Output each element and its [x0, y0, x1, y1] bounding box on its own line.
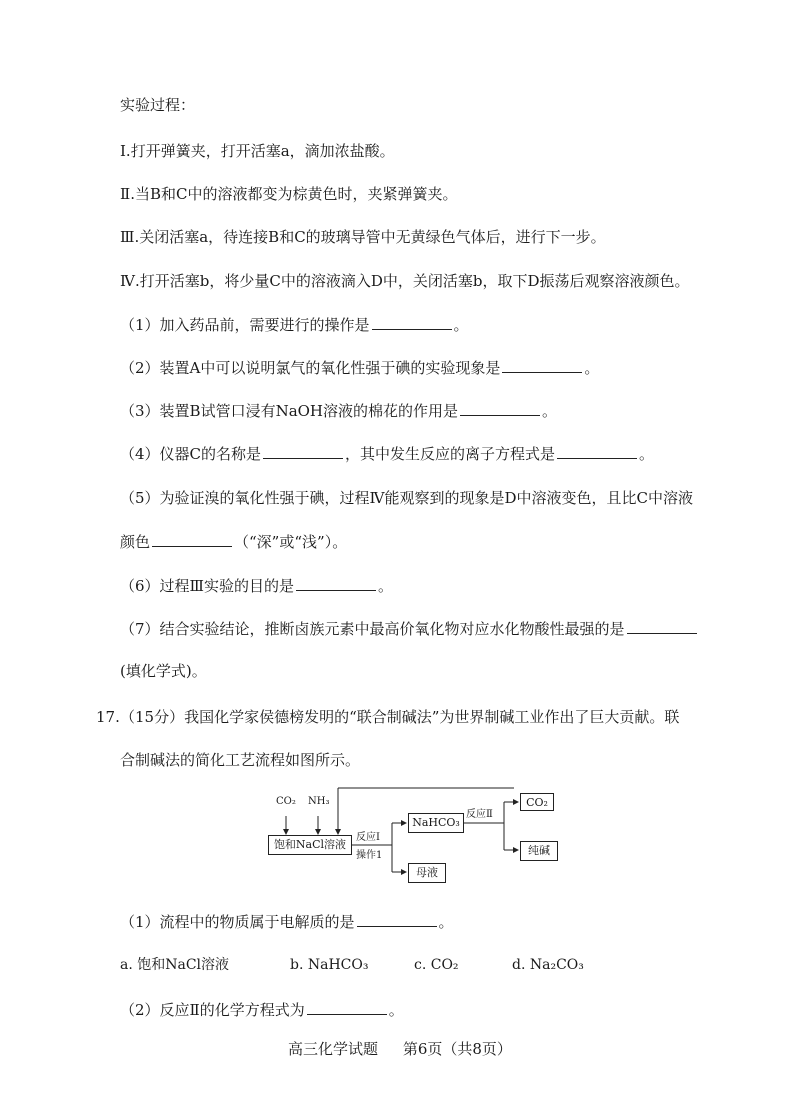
- page-number: 第6页（共8页）: [402, 1040, 512, 1058]
- q17-2-text: （2）反应Ⅱ的化学方程式为: [120, 1001, 305, 1019]
- operation-1-label: 操作1: [356, 850, 383, 861]
- q4-text: （4）仪器C的名称是: [120, 445, 262, 463]
- mother-liquor-box: 母液: [408, 863, 446, 883]
- process-flow-diagram: [268, 780, 568, 890]
- question-17-intro-2: 合制碱法的简化工艺流程如图所示。: [120, 751, 361, 769]
- question-16-5-line2: [120, 530, 740, 553]
- q6-end: 。: [378, 577, 394, 595]
- answer-blank[interactable]: [502, 356, 582, 373]
- q4-mid: ，其中发生反应的离子方程式是: [345, 445, 556, 463]
- question-16-5-line1: （5）为验证溴的氧化性强于碘，过程Ⅳ能观察到的现象是D中溶液变色，且比C中溶液: [120, 489, 694, 507]
- q1-end: 。: [453, 316, 469, 334]
- reaction-1-label: 反应Ⅰ: [356, 832, 380, 843]
- step-4: Ⅳ.打开活塞b，将少量C中的溶液滴入D中，关闭活塞b，取下D振荡后观察溶液颜色。: [120, 272, 690, 290]
- question-16-3: [120, 399, 740, 422]
- q1-text: （1）加入药品前，需要进行的操作是: [120, 316, 370, 334]
- question-16-6: [120, 574, 740, 597]
- question-16-1: [120, 313, 740, 336]
- q5-text: 颜色: [120, 533, 151, 551]
- section-header: 实验过程：: [120, 96, 196, 114]
- q17-2-end: 。: [388, 1001, 404, 1019]
- answer-blank[interactable]: [296, 574, 376, 591]
- co2-input-label: CO₂: [276, 796, 296, 807]
- step-3: Ⅲ.关闭活塞a，待连接B和C的玻璃导管中无黄绿色气体后，进行下一步。: [120, 228, 606, 246]
- q4-end: 。: [639, 445, 655, 463]
- q3-end: 。: [542, 402, 558, 420]
- nh3-input-label: NH₃: [308, 796, 330, 807]
- q7-text: （7）结合实验结论，推断卤族元素中最高价氧化物对应水化物酸性最强的是: [120, 620, 625, 638]
- option-c[interactable]: c. CO₂: [414, 957, 459, 973]
- question-17-number: 17.: [96, 708, 120, 726]
- question-17-2: [120, 998, 740, 1021]
- reaction-2-label: 反应Ⅱ: [466, 809, 493, 820]
- saturated-nacl-box: 饱和NaCl溶液: [268, 835, 352, 855]
- nahco3-box: NaHCO₃: [408, 813, 464, 833]
- option-a[interactable]: a. 饱和NaCl溶液: [120, 957, 230, 973]
- answer-blank[interactable]: [307, 998, 387, 1015]
- answer-blank[interactable]: [152, 530, 232, 547]
- question-16-4: [120, 442, 740, 465]
- q2-end: 。: [584, 359, 600, 377]
- soda-ash-box: 纯碱: [520, 841, 558, 861]
- answer-blank[interactable]: [357, 910, 437, 927]
- question-16-2: [120, 356, 740, 379]
- answer-blank[interactable]: [372, 313, 452, 330]
- co2-output-box: CO₂: [520, 793, 554, 811]
- question-17-1: [120, 910, 740, 933]
- q2-text: （2）装置A中可以说明氯气的氧化性强于碘的实验现象是: [120, 359, 501, 377]
- answer-blank[interactable]: [263, 442, 343, 459]
- q17-1-text: （1）流程中的物质属于电解质的是: [120, 913, 355, 931]
- question-16-7-line1: [120, 617, 740, 640]
- exam-title: 高三化学试题: [288, 1040, 379, 1058]
- q5-end: （“深”或“浅”）。: [234, 533, 348, 551]
- question-17-intro-1: （15分）我国化学家侯德榜发明的“联合制碱法”为世界制碱工业作出了巨大贡献。联: [120, 708, 680, 726]
- option-d[interactable]: d. Na₂CO₃: [512, 957, 584, 973]
- q17-1-end: 。: [438, 913, 454, 931]
- question-16-7-line2: (填化学式)。: [120, 662, 207, 680]
- q3-text: （3）装置B试管口浸有NaOH溶液的棉花的作用是: [120, 402, 459, 420]
- option-b[interactable]: b. NaHCO₃: [290, 957, 369, 973]
- answer-blank[interactable]: [460, 399, 540, 416]
- q6-text: （6）过程Ⅲ实验的目的是: [120, 577, 295, 595]
- answer-blank[interactable]: [627, 617, 697, 634]
- answer-blank[interactable]: [557, 442, 637, 459]
- step-2: Ⅱ.当B和C中的溶液都变为棕黄色时，夹紧弹簧夹。: [120, 185, 458, 203]
- step-1: Ⅰ.打开弹簧夹，打开活塞a，滴加浓盐酸。: [120, 142, 395, 160]
- page-footer: [0, 1038, 800, 1059]
